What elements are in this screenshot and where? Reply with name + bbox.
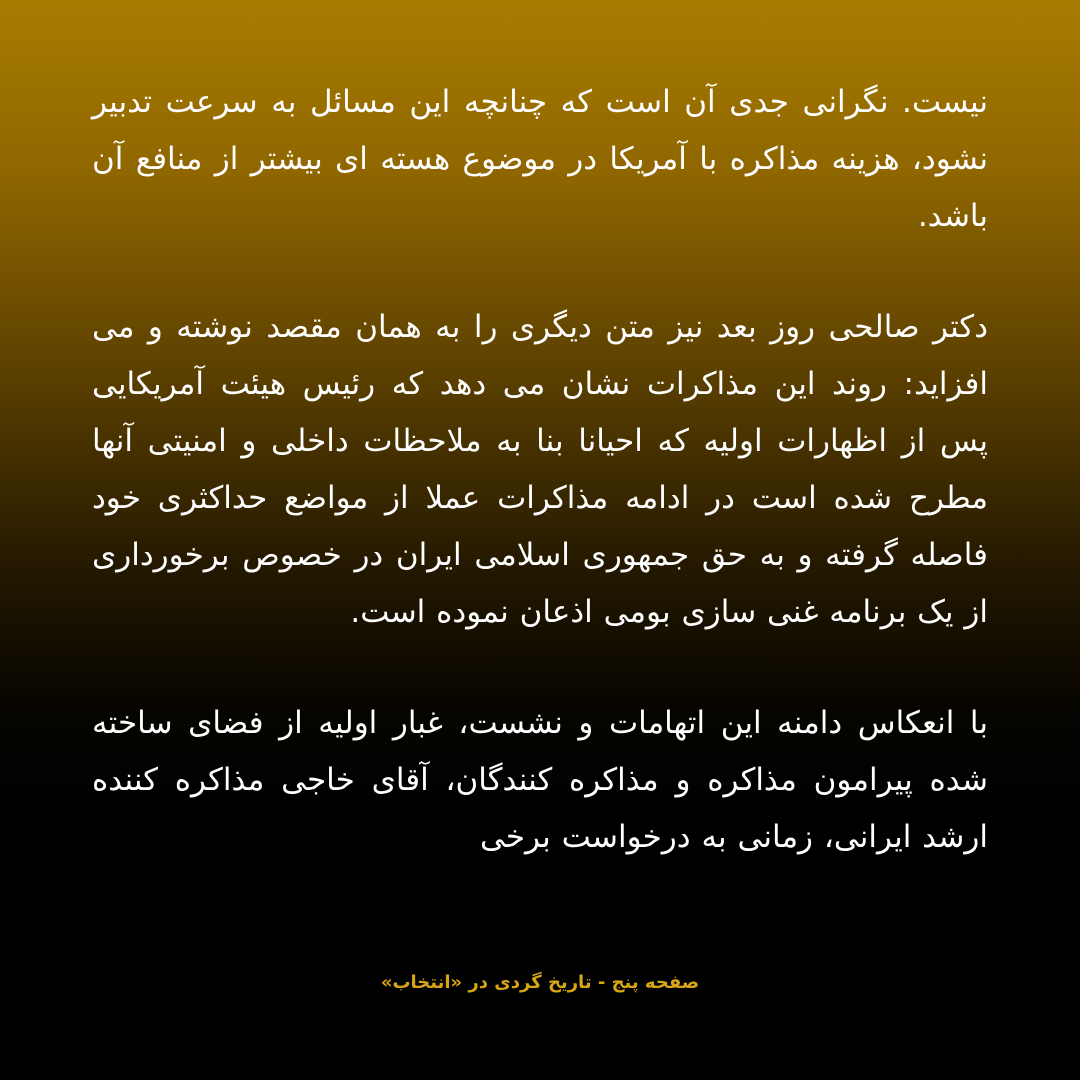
page-caption: صفحه پنج - تاریخ گردی در «انتخاب»: [380, 972, 700, 993]
article-paragraph-3: با انعکاس دامنه این اتهامات و نشست، غبار اولیه از فضای ساخته شده پیرامون مذاکره و مذاکره کنندگان، آقای خاجی مذاکره کننده ارشد ایرانی، زمانی به درخواست برخی: [92, 705, 988, 855]
article-body: [92, 74, 988, 866]
article-paragraph-1: نیست. نگرانی جدی آن است که چنانچه این مسائل به سرعت تدبیر نشود، هزینه مذاکره با آمریکا در موضوع هسته ای بیشتر از منافع آن باشد.: [92, 84, 988, 234]
article-paragraph-2: دکتر صالحی روز بعد نیز متن دیگری را به همان مقصد نوشته و می افزاید: روند این مذاکرات نشان می دهد که رئیس هیئت آمریکایی پس از اظهارات اولیه که احیانا بنا به ملاحظات داخلی و امنیتی آنها مطرح شده است در ادامه مذاکرات عملا از مواضع حداکثری خود فاصله گرفته و به حق جمهوری اسلامی ایران در خصوص برخورداری از یک برنامه غنی سازی بومی اذعان نموده است.: [92, 309, 988, 630]
